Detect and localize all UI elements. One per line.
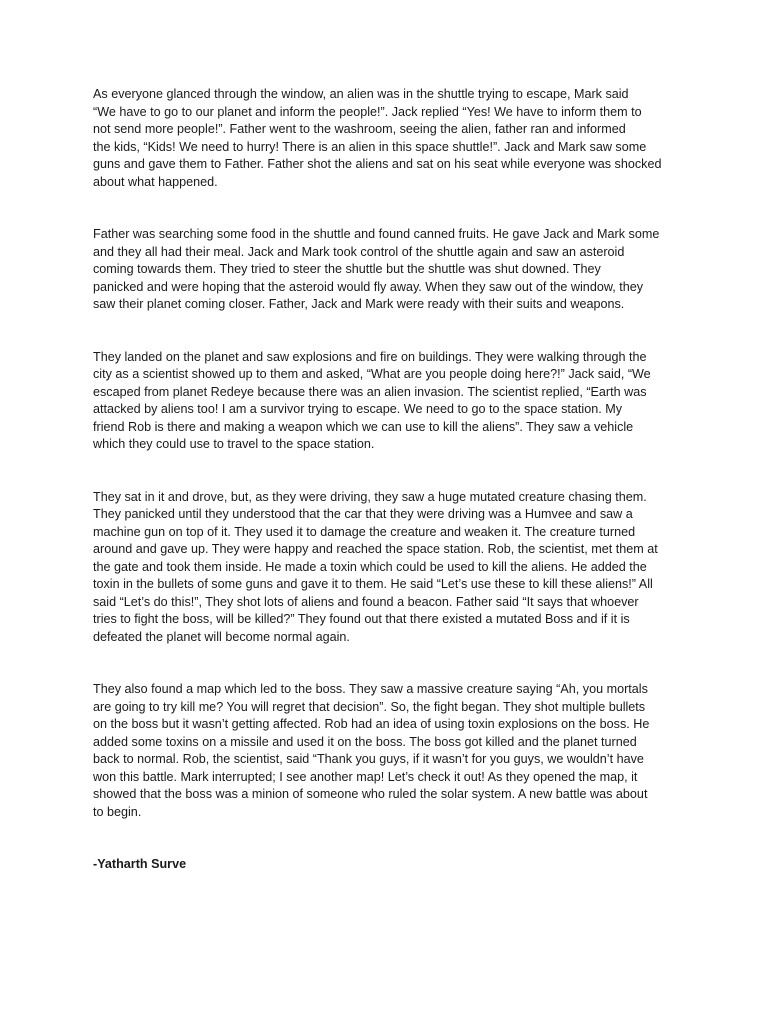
paragraph-line: attacked by aliens too! I am a survivor trying to escape. We need to go to the space station. My [93, 402, 622, 416]
paragraph-line: on the boss but it wasn’t getting affected. Rob had an idea of using toxin explosions on the boss. He [93, 717, 650, 731]
paragraph-line: won this battle. Mark interrupted; I see another map! Let’s check it out! As they opened the map, it [93, 769, 638, 784]
paragraph-line: Father was searching some food in the shuttle and found canned fruits. He gave Jack and Mark some [93, 227, 660, 241]
paragraph-line: saw their planet coming closer. Father, Jack and Mark were ready with their suits and weapons. [93, 297, 625, 311]
paragraph-line: to begin. [93, 804, 142, 819]
paragraph-line: the gate and took them inside. He made a toxin which could be used to kill the aliens. He added the [93, 559, 647, 574]
story-paragraph [93, 681, 678, 821]
paragraph-line: guns and gave them to Father. Father shot the aliens and sat on his seat while everyone was shocked [93, 157, 662, 171]
story-paragraph [93, 349, 678, 454]
paragraph-line: tries to fight the boss, will be killed?” They found out that there existed a mutated Boss and if it is [93, 612, 630, 626]
paragraph-line: added some toxins on a missile and used it on the boss. The boss got killed and the planet turned [93, 734, 637, 749]
paragraph-line: about what happened. [93, 174, 218, 189]
paragraph-line: defeated the planet will become normal again. [93, 629, 350, 644]
paragraph-line: panicked and were hoping that the asteroid would fly away. When they saw out of the window, they [93, 279, 644, 294]
author-signature: -Yatharth Surve [93, 857, 187, 871]
paragraph-line: They also found a map which led to the boss. They saw a massive creature saying “Ah, you mortals [93, 682, 648, 696]
paragraph-line: the kids, “Kids! We need to hurry! There is an alien in this space shuttle!”. Jack and Mark saw some [93, 139, 647, 154]
paragraph-line: “We have to go to our planet and inform the people!”. Jack replied “Yes! We have to inform them to [93, 104, 642, 119]
paragraph-line: coming towards them. They tried to steer the shuttle but the shuttle was shut downed. They [93, 262, 601, 276]
story-paragraph [93, 489, 678, 647]
paragraph-line: said “Let’s do this!”, They shot lots of aliens and found a beacon. Father said “It says that whoever [93, 594, 639, 609]
paragraph-line: As everyone glanced through the window, an alien was in the shuttle trying to escape, Mark said [93, 87, 629, 101]
paragraph-line: They panicked until they understood that the car that they were driving was a Humvee and saw a [93, 507, 633, 521]
paragraph-line: which they could use to travel to the space station. [93, 437, 375, 451]
paragraph-line: not send more people!”. Father went to the washroom, seeing the alien, father ran and informed [93, 122, 626, 136]
paragraph-line: They sat in it and drove, but, as they were driving, they saw a huge mutated creature chasing them. [93, 489, 647, 504]
paragraph-line: friend Rob is there and making a weapon which we can use to kill the aliens”. They saw a vehicle [93, 419, 634, 434]
paragraph-line: escaped from planet Redeye because there was an alien invasion. The scientist replied, “Earth was [93, 384, 647, 399]
story-paragraph [93, 226, 678, 314]
paragraph-line: and they all had their meal. Jack and Mark took control of the shuttle again and saw an asteroid [93, 244, 625, 259]
document-page [93, 86, 678, 874]
story-body [93, 86, 678, 821]
story-paragraph [93, 86, 678, 191]
paragraph-line: are going to try kill me? You will regret that decision”. So, the fight began. They shot multiple bullets [93, 699, 646, 714]
paragraph-line: back to normal. Rob, the scientist, said “Thank you guys, if it wasn’t for you guys, we wouldn’t have [93, 752, 644, 766]
paragraph-line: around and gave up. They were happy and reached the space station. Rob, the scientist, met them at [93, 542, 658, 556]
paragraph-line: toxin in the bullets of some guns and gave it to them. He said “Let’s use these to kill these aliens!” All [93, 577, 653, 591]
paragraph-line: city as a scientist showed up to them and asked, “What are you people doing here?!” Jack said, “We [93, 367, 651, 381]
paragraph-line: showed that the boss was a minion of someone who ruled the solar system. A new battle was about [93, 787, 648, 801]
paragraph-line: machine gun on top of it. They used it to damage the creature and weaken it. The creature turned [93, 524, 636, 539]
paragraph-line: They landed on the planet and saw explosions and fire on buildings. They were walking through the [93, 349, 647, 364]
